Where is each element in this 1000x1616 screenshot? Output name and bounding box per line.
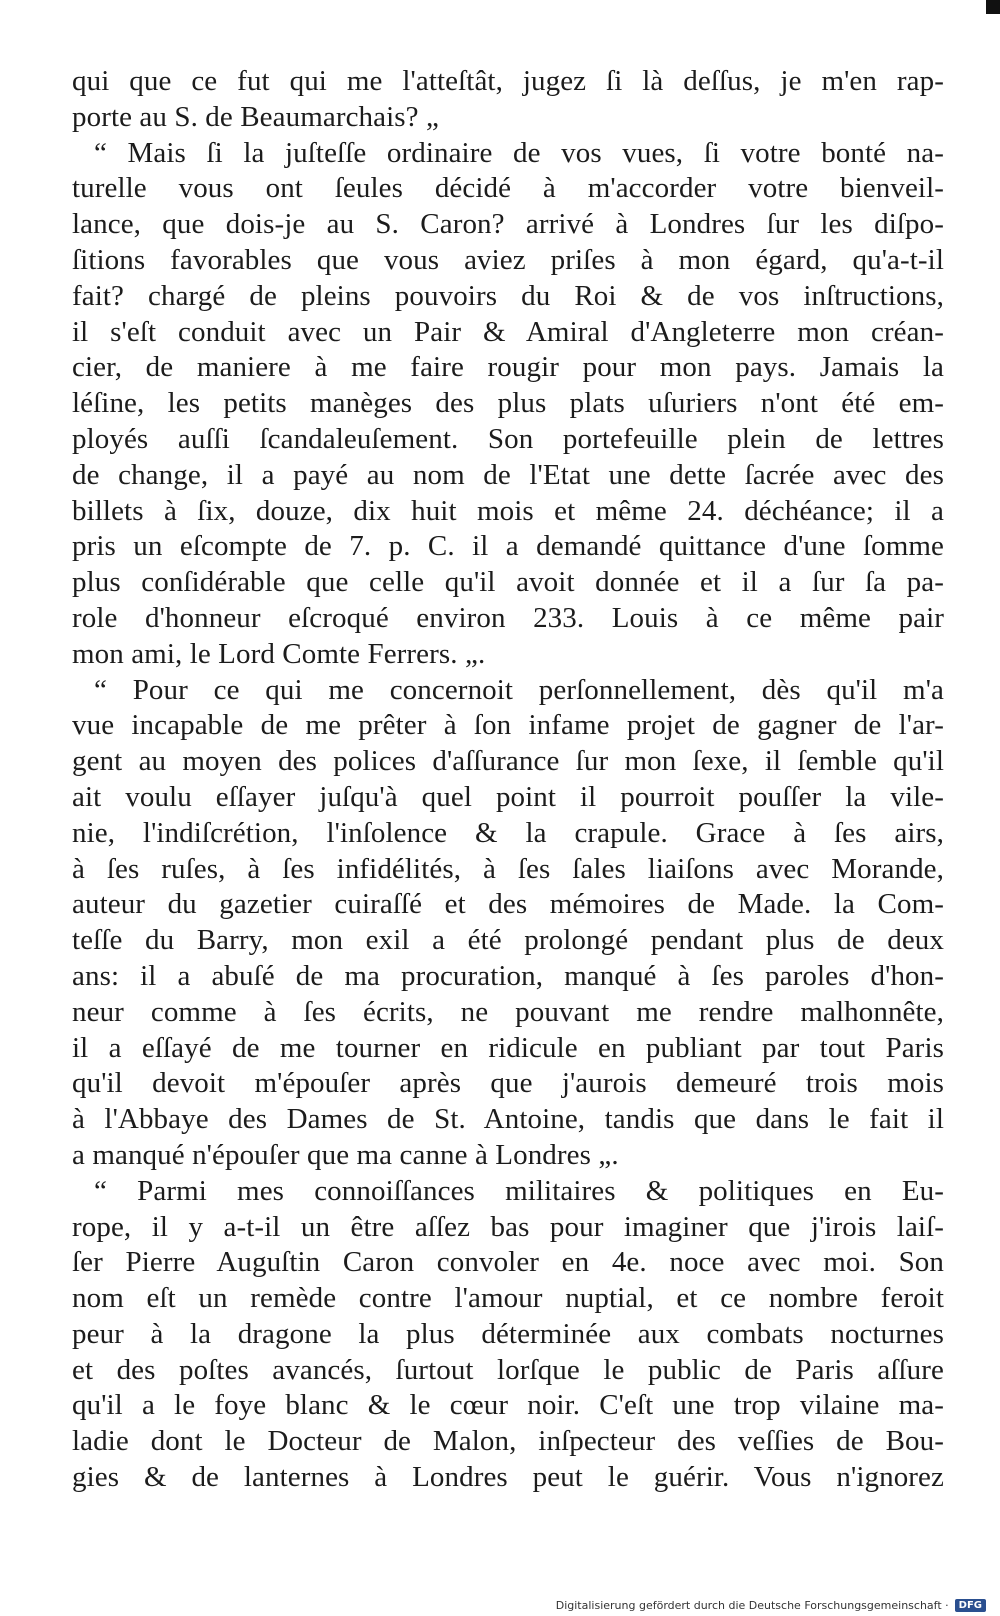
text-line: “ Mais ſi la juſteſſe ordinaire de vos vues, ſi votre bonté na- — [94, 136, 944, 169]
text-line: qu'il devoit m'épouſer après que j'aurois demeuré trois mois — [72, 1067, 944, 1100]
text-line: neur comme à ſes écrits, ne pouvant me rendre malhonnête, — [72, 995, 944, 1028]
text-line: lance, que dois-je au S. Caron? arrivé à Londres ſur les diſpo- — [72, 208, 944, 241]
text-line: turelle vous ont ſeules décidé à m'accorder votre bienveil- — [72, 172, 944, 205]
text-line: “ Parmi mes connoiſſances militaires & politiques en Eu- — [94, 1174, 944, 1207]
text-line: ployés auſſi ſcandaleuſement. Son portefeuille plein de lettres — [72, 422, 944, 455]
text-line: ans: il a abuſé de ma procuration, manqué à ſes paroles d'hon- — [72, 959, 944, 992]
text-line: a manqué n'épouſer que ma canne à Londres „. — [72, 1138, 619, 1171]
text-line: billets à ſix, douze, dix huit mois et même 24. déchéance; il a — [72, 494, 944, 527]
dfg-logo: DFG — [955, 1599, 986, 1612]
text-line: qui que ce fut qui me l'atteſtât, jugez ſi là deſſus, je m'en rap- — [72, 65, 944, 97]
text-line: gies & de lanternes à Londres peut le guérir. Vous n'ignorez — [72, 1461, 944, 1494]
text-line: ait voulu eſſayer juſqu'à quel point il pourroit pouſſer la vile- — [72, 780, 944, 813]
footer-credit-text: Digitalisierung gefördert durch die Deutsche Forschungsgemeinschaft · — [555, 1599, 949, 1612]
text-line: et des poſtes avancés, ſurtout lorſque le public de Paris aſſure — [72, 1353, 944, 1386]
text-line: léſine, les petits manèges des plus plats uſuriers n'ont été em- — [72, 387, 944, 420]
text-line: il s'eſt conduit avec un Pair & Amiral d'Angleterre mon créan- — [72, 315, 944, 348]
page-body-text — [72, 64, 944, 1496]
text-line: role d'honneur eſcroqué environ 233. Louis à ce même pair — [72, 601, 944, 634]
text-line: plus conſidérable que celle qu'il avoit donnée et il a ſur ſa pa- — [72, 566, 944, 599]
digitization-footer — [556, 1599, 986, 1612]
text-line: porte au S. de Beaumarchais? „ — [72, 100, 439, 133]
text-line: gent au moyen des polices d'aſſurance ſur mon ſexe, il ſemble qu'il — [72, 745, 944, 778]
scan-edge-mark — [986, 0, 1000, 14]
text-line: à l'Abbaye des Dames de St. Antoine, tandis que dans le fait il — [72, 1103, 944, 1136]
text-line: il a eſſayé de me tourner en ridicule en publiant par tout Paris — [72, 1031, 944, 1064]
text-line: fait? chargé de pleins pouvoirs du Roi & de vos inſtructions, — [72, 279, 944, 312]
text-line: ladie dont le Docteur de Malon, inſpecteur des veſſies de Bou- — [72, 1425, 944, 1458]
text-line: cier, de maniere à me faire rougir pour mon pays. Jamais la — [72, 351, 944, 384]
text-line: “ Pour ce qui me concernoit perſonnellement, dès qu'il m'a — [94, 673, 944, 706]
text-line: de change, il a payé au nom de l'Etat une dette ſacrée avec des — [72, 458, 944, 491]
text-line: mon ami, le Lord Comte Ferrers. „. — [72, 637, 486, 670]
text-line: qu'il a le foye blanc & le cœur noir. C'eſt une trop vilaine ma- — [72, 1389, 944, 1422]
text-line: nie, l'indiſcrétion, l'inſolence & la crapule. Grace à ſes airs, — [72, 816, 944, 849]
text-line: auteur du gazetier cuiraſſé et des mémoires de Made. la Com- — [72, 888, 944, 921]
text-line: pris un eſcompte de 7. p. C. il a demandé quittance d'une ſomme — [72, 530, 944, 563]
text-line: rope, il y a-t-il un être aſſez bas pour imaginer que j'irois laiſ- — [72, 1210, 944, 1243]
text-line: vue incapable de me prêter à ſon infame projet de gagner de l'ar- — [72, 709, 944, 742]
text-line: nom eſt un remède contre l'amour nuptial, et ce nombre feroit — [72, 1282, 944, 1315]
text-line: ſer Pierre Auguſtin Caron convoler en 4e. noce avec moi. Son — [72, 1246, 944, 1279]
text-line: à ſes ruſes, à ſes infidélités, à ſes ſales liaiſons avec Morande, — [72, 852, 944, 885]
text-line: teſſe du Barry, mon exil a été prolongé pendant plus de deux — [72, 924, 944, 957]
text-line: peur à la dragone la plus déterminée aux combats nocturnes — [72, 1317, 944, 1350]
text-line: ſitions favorables que vous aviez priſes à mon égard, qu'a-t-il — [72, 243, 944, 276]
